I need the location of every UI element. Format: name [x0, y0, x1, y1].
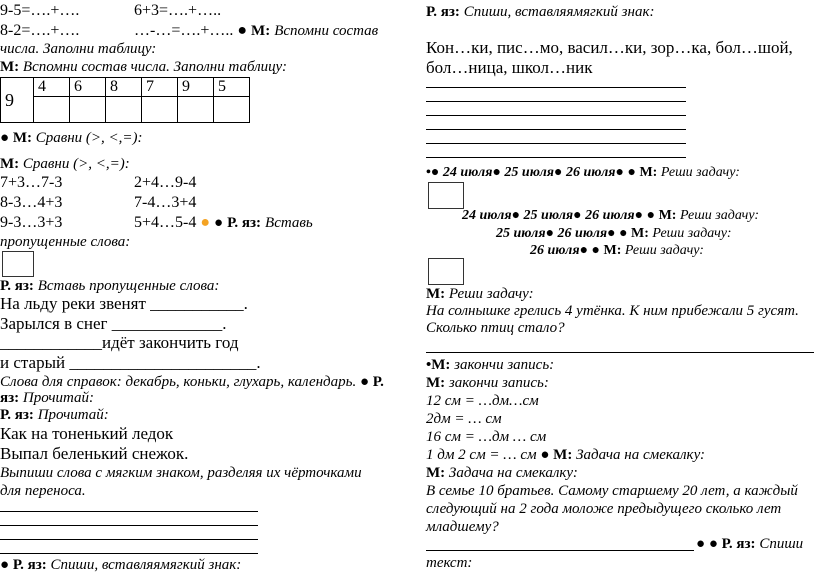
date: 26 июля [530, 243, 580, 258]
problem-text: Сколько птиц стало? [426, 320, 565, 336]
orange-bullet-icon: ● [200, 214, 211, 231]
unit-line: 12 см = …дм…см [426, 393, 539, 409]
marker-m: М: [12, 130, 32, 146]
compare-expr: 8-3…4+3 [0, 194, 63, 211]
marker-m: М: [426, 465, 446, 481]
bullet-icon: ● [511, 208, 521, 223]
hint-text: Слова для справок: декабрь, коньки, глухарь, календарь. [0, 374, 357, 390]
task-title: закончи запись: [454, 357, 555, 373]
dates-line-3 [496, 226, 731, 241]
marker-ryaz: Р. яз: [0, 407, 34, 423]
marker-ryaz: Р. яз: [721, 536, 756, 552]
marker-ryaz: Р. яз: [0, 278, 34, 294]
marker-ryaz-part: яз: [0, 390, 20, 406]
verse-line: Выпал беленький снежок. [0, 444, 189, 463]
words-line: бол…ница, школ…ник [426, 58, 593, 77]
task-heading [0, 59, 287, 76]
marker-ryaz: Р. яз: [12, 557, 47, 573]
math-row-1 [0, 2, 79, 20]
date: 24 июля [462, 208, 512, 223]
words-line: Кон…ки, пис…мо, васил…ки, зор…ка, бол…шой, [426, 38, 793, 57]
task-heading [0, 278, 219, 295]
task-heading [696, 536, 803, 553]
task-cont: пропущенные слова: [0, 234, 131, 250]
instruction: для переноса. [0, 483, 86, 499]
poem-line: ____________идёт закончить год [0, 333, 239, 352]
answer-line[interactable] [0, 525, 258, 526]
bullet-icon: ● [646, 208, 656, 223]
task-heading [426, 286, 534, 303]
marker-m: М: [426, 375, 446, 391]
answer-box[interactable] [428, 258, 464, 285]
task-heading [426, 4, 654, 21]
table-cell: 5 [214, 78, 250, 97]
table-cell: 4 [34, 78, 70, 97]
task-cont: числа. Заполни таблицу: [0, 41, 157, 57]
bullet-icon: ● [696, 536, 706, 552]
dates-line-1 [426, 165, 740, 180]
problem-text: В семье 10 братьев. Самому старшему 20 лет, а каждый [426, 483, 798, 499]
bullet-icon: ● [359, 374, 370, 390]
bullet-icon: ● [540, 447, 550, 463]
table-cell: 9 [178, 78, 214, 97]
bullet-icon: ● [492, 165, 501, 180]
date: 24 июля [442, 165, 493, 180]
bullet-icon: • [426, 357, 432, 373]
answer-box[interactable] [2, 251, 34, 277]
table-cell: 7 [142, 78, 178, 97]
unit-line: 2дм = … см [426, 411, 502, 427]
task-title: Реши задачу: [448, 286, 534, 302]
task-heading [0, 390, 94, 407]
math-row-2 [0, 22, 79, 40]
marker-ryaz-part: Р. [372, 374, 384, 390]
task-title: Сравни (>, <,=): [35, 130, 143, 146]
marker-m: М: [639, 165, 658, 180]
divider [426, 352, 814, 353]
date: 25 июля [496, 226, 546, 241]
date: 26 июля [585, 208, 635, 223]
table-lead-number: 9 [1, 78, 34, 123]
table-cell: 8 [106, 78, 142, 97]
bullet-icon: ● [430, 165, 440, 180]
task-title: Вставь пропущенные слова: [37, 278, 220, 294]
task-title: Спиши [759, 536, 804, 552]
bullet-icon: ● [545, 226, 555, 241]
task-title: Вспомни состав [274, 23, 379, 39]
bullet-icon: ● [214, 215, 224, 231]
marker-ryaz: Р. яз: [426, 4, 460, 20]
task-title: Реши задачу: [624, 243, 704, 258]
compare-expr: 9-3…3+3 [0, 214, 63, 231]
bullet-icon: ● [579, 243, 589, 258]
task-title: Спиши, вставляямягкий знак: [463, 4, 655, 20]
problem-text: младшему? [426, 519, 499, 535]
marker-m: М: [251, 23, 271, 39]
table-cell-empty[interactable] [34, 97, 70, 123]
bullet-icon: ● [607, 226, 616, 241]
number-composition-table [0, 77, 250, 123]
math-expr: 8-2=….+…. [0, 22, 80, 39]
bullet-icon: ● [573, 208, 582, 223]
marker-m: М: [0, 156, 20, 172]
dates-line-4 [530, 243, 704, 258]
poem-line: Зарылся в снег _____________. [0, 314, 227, 333]
task-title: Задача на смекалку: [448, 465, 578, 481]
task-title: Прочитай: [37, 407, 109, 423]
answer-line[interactable] [426, 101, 686, 102]
bullet-icon: ● [237, 22, 248, 39]
instruction: Выпиши слова с мягким знаком, разделяя их чёрточками [0, 465, 362, 481]
marker-m: М: [431, 357, 451, 373]
problem-text: На солнышке грелись 4 утёнка. К ним прибежали 5 гусят. [426, 303, 799, 319]
math-expr: 9-5=….+…. [0, 2, 80, 19]
marker-m: М: [553, 447, 573, 463]
answer-line[interactable] [426, 143, 686, 144]
unit-line-with-task [426, 447, 705, 464]
answer-line[interactable] [426, 157, 686, 158]
bullet-icon: ● [708, 536, 718, 552]
compare-expr: 7-4…3+4 [134, 194, 197, 211]
answer-line[interactable] [0, 511, 258, 512]
bullet-icon: • [426, 165, 431, 180]
poem-line: и старый ______________________. [0, 353, 261, 372]
bullet-icon: ● [553, 165, 563, 180]
bullet-icon: ● [634, 208, 644, 223]
math-row-2b [134, 22, 378, 40]
table-cell-empty[interactable] [142, 97, 178, 123]
table-cell-empty[interactable] [178, 97, 214, 123]
marker-m: М: [603, 243, 622, 258]
task-title: Реши задачу: [652, 226, 732, 241]
marker-m: М: [631, 226, 649, 241]
task-heading [0, 557, 241, 574]
marker-m: М: [658, 208, 677, 223]
task-title: Задача на смекалку: [576, 447, 706, 463]
answer-line[interactable] [0, 553, 258, 554]
task-title: Вставь [265, 215, 313, 231]
table-cell-empty[interactable] [106, 97, 142, 123]
answer-line[interactable] [426, 87, 686, 88]
answer-line[interactable] [426, 115, 686, 116]
bullet-icon: ● [627, 165, 636, 180]
bullet-icon: ● [0, 130, 10, 146]
problem-text: следующий на 2 года моложе предыдущего сколько лет [426, 501, 782, 517]
verse-line: Как на тоненький ледок [0, 424, 174, 443]
task-heading [0, 407, 109, 424]
compare-heading-1 [0, 130, 143, 147]
answer-line[interactable] [426, 550, 694, 551]
answer-line[interactable] [0, 539, 258, 540]
compare-heading-2 [0, 156, 130, 173]
marker-m: М: [0, 59, 20, 75]
table-cell-empty[interactable] [214, 97, 250, 123]
table-cell-empty[interactable] [70, 97, 106, 123]
compare-expr: 2+4…9-4 [134, 174, 197, 191]
dates-line-2 [462, 208, 759, 223]
task-title: Сравни (>, <,=): [22, 156, 130, 172]
task-title: Вспомни состав числа. Заполни таблицу: [22, 59, 287, 75]
date: 26 июля [557, 226, 608, 241]
unit-line: 16 см = …дм … см [426, 429, 547, 445]
task-title: закончи запись: [448, 375, 549, 391]
compare-row-3b [134, 214, 313, 232]
date: 25 июля [523, 208, 574, 223]
task-heading [426, 375, 549, 392]
poem-line: На льду реки звенят ___________. [0, 294, 248, 313]
marker-m: М: [426, 286, 446, 302]
task-title: Спиши, вставляямягкий знак: [50, 557, 242, 573]
compare-expr: 7+3…7-3 [0, 174, 63, 191]
task-title: Прочитай: [22, 390, 95, 406]
answer-box[interactable] [428, 182, 464, 209]
bullet-icon: ● [619, 226, 628, 241]
marker-ryaz: Р. яз: [227, 215, 262, 231]
task-heading [426, 465, 578, 482]
unit-line: 1 дм 2 см = … см [426, 447, 537, 463]
hint-line [0, 374, 384, 391]
answer-line[interactable] [426, 129, 686, 130]
bullet-icon: ● [615, 165, 624, 180]
task-cont: текст: [426, 555, 473, 571]
date: 25 июля [504, 165, 554, 180]
date: 26 июля [565, 165, 616, 180]
task-heading [426, 357, 554, 374]
table-cell: 6 [70, 78, 106, 97]
bullet-icon: ● [0, 557, 10, 573]
task-title: Реши задачу: [660, 165, 740, 180]
math-expr: …-…=….+….. [134, 22, 234, 39]
math-row-1b [134, 2, 221, 20]
math-expr: 6+3=….+….. [134, 2, 222, 19]
task-title: Реши задачу: [679, 208, 760, 223]
compare-expr: 5+4…5-4 [134, 214, 197, 231]
bullet-icon: ● [591, 243, 600, 258]
